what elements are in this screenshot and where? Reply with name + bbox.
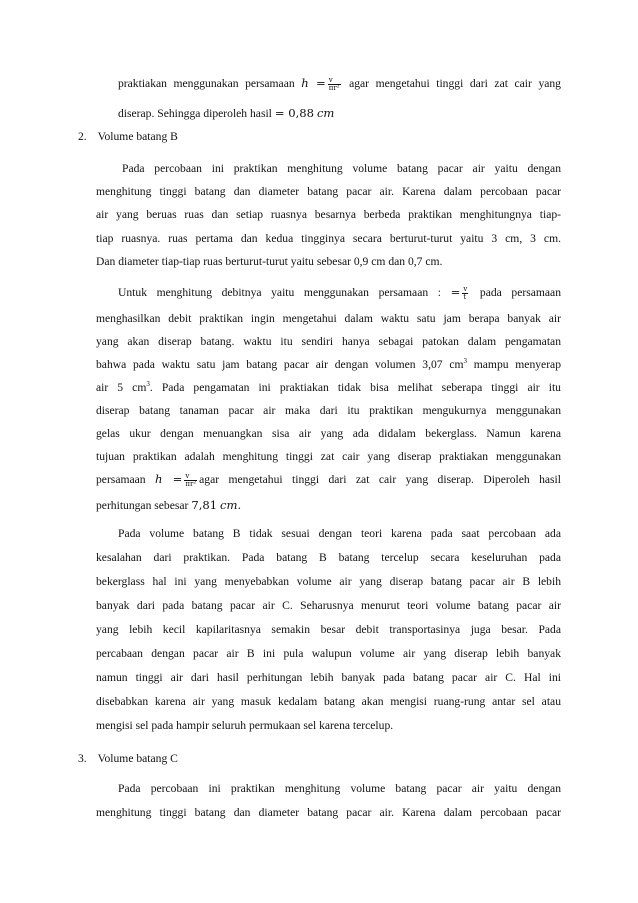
text-line: yang akan diserap batang. waktu itu sendiri hanya sebagai patokan dalam pengamatan [96,335,561,348]
text-line: disebabkan karena air yang masuk kedalam batang akan mengisi ruang-rung antar sel atau [96,695,561,708]
section-title: Volume batang B [97,130,178,143]
result-unit: cm [316,106,335,120]
fraction: $\frac{v}{\text{πr²}}$ [328,75,340,92]
text-line: Pada percobaan ini praktikan menghitung volume batang pacar air yaitu dengan [118,782,561,795]
text-line: mengisi sel pada hampir seluruh permukaan sel karena tercelup. [96,719,394,732]
equation-h: h = [301,76,326,90]
text-line [118,106,334,121]
superscript: 3 [463,357,468,366]
text-fragment: air 5 cm [96,381,147,394]
fraction: $\frac{v}{\text{πr²}}$ [185,471,197,488]
text-line: Pada volume batang B tidak sesuai dengan teori karena pada saat percobaan ada [118,527,561,540]
result-value: 7,81 [191,498,218,512]
text-line: menghitung tinggi batang dan diameter batang pacar air. Karena dalam percobaan pacar [96,806,561,819]
text-line: bekerglass hal ini yang menyebabkan volume air yang diserap batang pacar air B lebih [96,575,561,588]
text-line: percabaan dengan pacar air B ini pula walupun volume air yang diserap lebih banyak [96,647,561,660]
equation-eq: = [450,285,461,299]
text-fragment: . Pada pengamatan ini praktiakan tidak bisa melihat seberapa tinggi air itu [149,381,561,394]
text-fragment: diserap. Sehingga diperoleh hasil [118,107,272,120]
text-fragment: bahwa pada waktu satu jam batang pacar air dengan volumen 3,07 cm [96,358,464,371]
text-line: tiap ruasnya. ruas pertama dan kedua tingginya secara berturut-turut yaitu 3 cm, 3 cm. [96,232,561,245]
text-line: banyak dari pada batang pacar air C. Seharusnya menurut teori volume batang pacar air [96,599,561,612]
text-line: menghitung tinggi batang dan diameter batang pacar air. Karena dalam percobaan pacar [96,185,561,198]
text-line [96,498,241,513]
text-line: air yang beruas ruas dan setiap ruasnya besarnya berbeda praktikan menghitungnya tiap- [96,208,561,221]
text-line [118,285,561,301]
section-title: Volume batang C [97,752,178,765]
text-line: Dan diameter tiap-tiap ruas berturut-turut yaitu sebesar 0,9 cm dan 0,7 cm. [96,255,443,268]
text-fragment: agar mengetahui tinggi dari zat cair yang [349,77,561,90]
equation-h: h = [155,472,183,486]
text-line [96,381,561,395]
text-line: Pada percobaan ini praktikan menghitung volume batang pacar air yaitu dengan [122,162,561,175]
text-line: diserap batang tanaman pacar air maka dari itu praktikan mengukurnya menggunakan [96,404,561,417]
text-fragment: pada persamaan [479,286,561,299]
text-fragment: perhitungan sebesar [96,499,189,512]
section-heading [78,752,178,766]
text-line: menghasilkan debit praktikan ingin mengetahui dalam waktu satu jam berapa banyak air [96,312,561,325]
result-unit: cm. [220,498,242,512]
text-line [96,358,561,372]
text-fragment: persamaan [96,473,146,486]
result-value: = 0,88 [274,106,315,120]
text-line: gelas ukur dengan menuangkan sisa air yang ada didalam bekerglass. Namun karena [96,427,561,440]
text-line: kesalahan dari praktikan. Pada batang B batang tercelup secara keseluruhan pada [96,551,561,564]
text-fragment: Untuk menghitung debitnya yaitu menggunakan persamaan : [118,286,441,299]
fraction: $\frac{v}{t}$ [463,284,468,301]
text-line: yang lebih kecil kapilaritasnya semakin besar debit transportasinya juga besar. Pada [96,623,561,636]
section-number: 3. [78,752,87,765]
section-number: 2. [78,130,87,143]
text-fragment: praktiakan menggunakan persamaan [118,77,295,90]
text-line [96,472,561,488]
text-line: tujuan praktikan adalah menghitung tinggi zat cair yang diserap praktiakan menggunakan [96,450,561,463]
text-line [118,76,561,92]
text-fragment: agar mengetahui tinggi dari zat cair yang diserap. Diperoleh hasil [199,473,562,486]
text-line: namun tinggi air dari hasil perhitungan lebih banyak pada batang pacar air C. Hal ini [96,671,561,684]
superscript: 3 [146,380,150,389]
section-heading [78,130,178,144]
text-fragment: mampu menyerap [467,358,561,371]
